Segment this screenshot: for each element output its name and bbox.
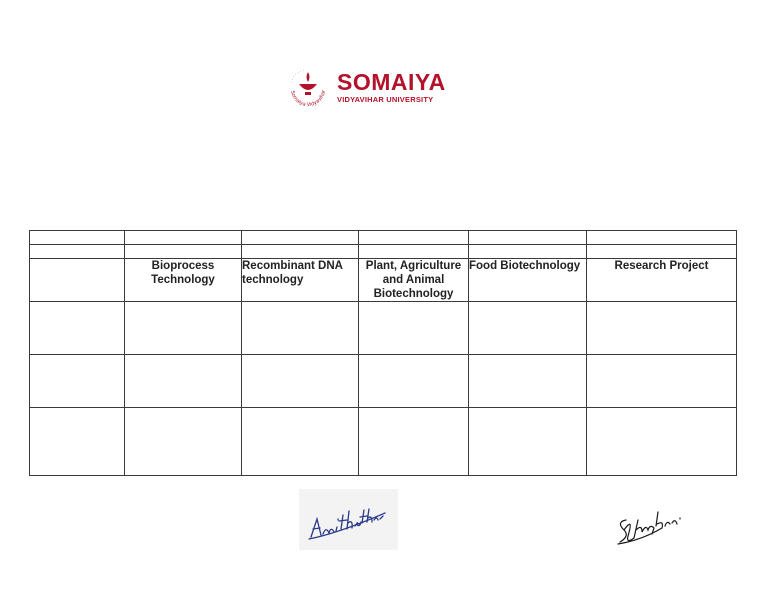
lamp-seal-icon	[283, 62, 333, 112]
header-research-project: Research Project	[587, 259, 737, 302]
signature-right	[612, 506, 692, 548]
table-row	[30, 245, 737, 259]
header-cell-empty	[30, 259, 125, 302]
table-row	[30, 231, 737, 245]
header-food-biotechnology: Food Biotechnology	[469, 259, 587, 302]
svg-text:Somaiya Vidyavihar	[289, 89, 327, 108]
signature-left	[299, 489, 398, 550]
header-recombinant-dna-technology: Recombinant DNA technology	[242, 259, 359, 302]
table-row	[30, 302, 737, 355]
table-header-row	[30, 259, 737, 302]
seal-text: Somaiya Vidyavihar	[289, 89, 327, 109]
table-row	[30, 408, 737, 476]
logo-subtitle: VIDYAVIHAR UNIVERSITY	[337, 95, 434, 104]
university-logo	[283, 62, 453, 116]
header-bioprocess-technology: Bioprocess Technology	[125, 259, 242, 302]
header-plant-agriculture-animal-biotechnology: Plant, Agriculture and Animal Biotechnology	[359, 259, 469, 302]
logo-name: SOMAIYA	[337, 69, 446, 95]
table-row	[30, 355, 737, 408]
svg-text:· · · · · · ·: · · · · · · ·	[288, 67, 305, 84]
course-table	[29, 230, 737, 476]
